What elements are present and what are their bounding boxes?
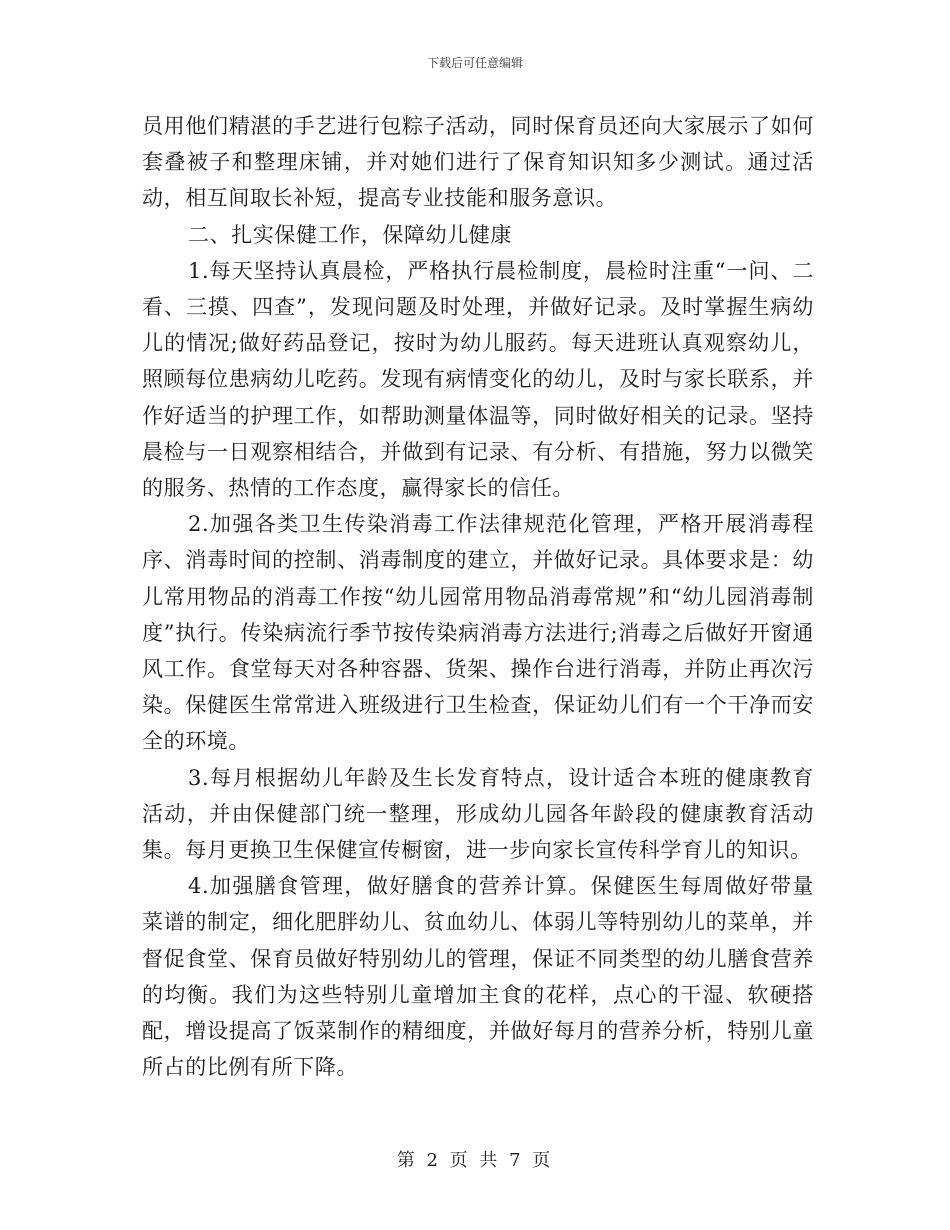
- section-heading: 二、扎实保健工作，保障幼儿健康: [188, 222, 512, 247]
- page-number: 第 2 页 共 7 页: [396, 1150, 554, 1171]
- paragraph-item-3: 3.每月根据幼儿年龄及生长发育特点，设计适合本班的健康教育活动，并由保健部门统一整理，形成幼儿园各年龄段的健康教育活动集。每月更换卫生保健宣传橱窗，进一步向家长宣传科学育儿的知识。: [142, 765, 814, 863]
- paragraph-item-2: 2.加强各类卫生传染消毒工作法律规范化管理，严格开展消毒程序、消毒时间的控制、消毒制度的建立，并做好记录。具体要求是：幼儿常用物品的消毒工作按“幼儿园常用物品消毒常规”和“幼儿园消毒制度”执行。传染病流行季节按传染病消毒方法进行;消毒之后做好开窗通风工作。食堂每天对各种容器、货架、操作台进行消毒，并防止再次污染。保健医生常常进入班级进行卫生检查，保证幼儿们有一个干净而安全的环境。: [142, 512, 814, 754]
- paragraph-continuation: 员用他们精湛的手艺进行包粽子活动，同时保育员还向大家展示了如何套叠被子和整理床铺，并对她们进行了保育知识知多少测试。通过活动，相互间取长补短，提高专业技能和服务意识。: [142, 114, 814, 211]
- document-body: [142, 108, 814, 1085]
- page-header-note: 下载后可任意编辑: [426, 56, 523, 70]
- paragraph-item-1: 1.每天坚持认真晨检，严格执行晨检制度，晨检时注重“一问、二看、三摸、四查”，发现问题及时处理，并做好记录。及时掌握生病幼儿的情况;做好药品登记，按时为幼儿服药。每天进班认真观察幼儿，照顾每位患病幼儿吃药。发现有病情变化的幼儿，及时与家长联系，并作好适当的护理工作，如帮助测量体温等，同时做好相关的记录。坚持晨检与一日观察相结合，并做到有记录、有分析、有措施，努力以微笑的服务、热情的工作态度，赢得家长的信任。: [142, 258, 814, 501]
- paragraph-item-4: 4.加强膳食管理，做好膳食的营养计算。保健医生每周做好带量菜谱的制定，细化肥胖幼儿、贫血幼儿、体弱儿等特别幼儿的菜单，并督促食堂、保育员做好特别幼儿的管理，保证不同类型的幼儿膳食营养的均衡。我们为这些特别儿童增加主食的花样，点心的干湿、软硬搭配，增设提高了饭菜制作的精细度，并做好每月的营养分析，特别儿童所占的比例有所下降。: [142, 874, 814, 1080]
